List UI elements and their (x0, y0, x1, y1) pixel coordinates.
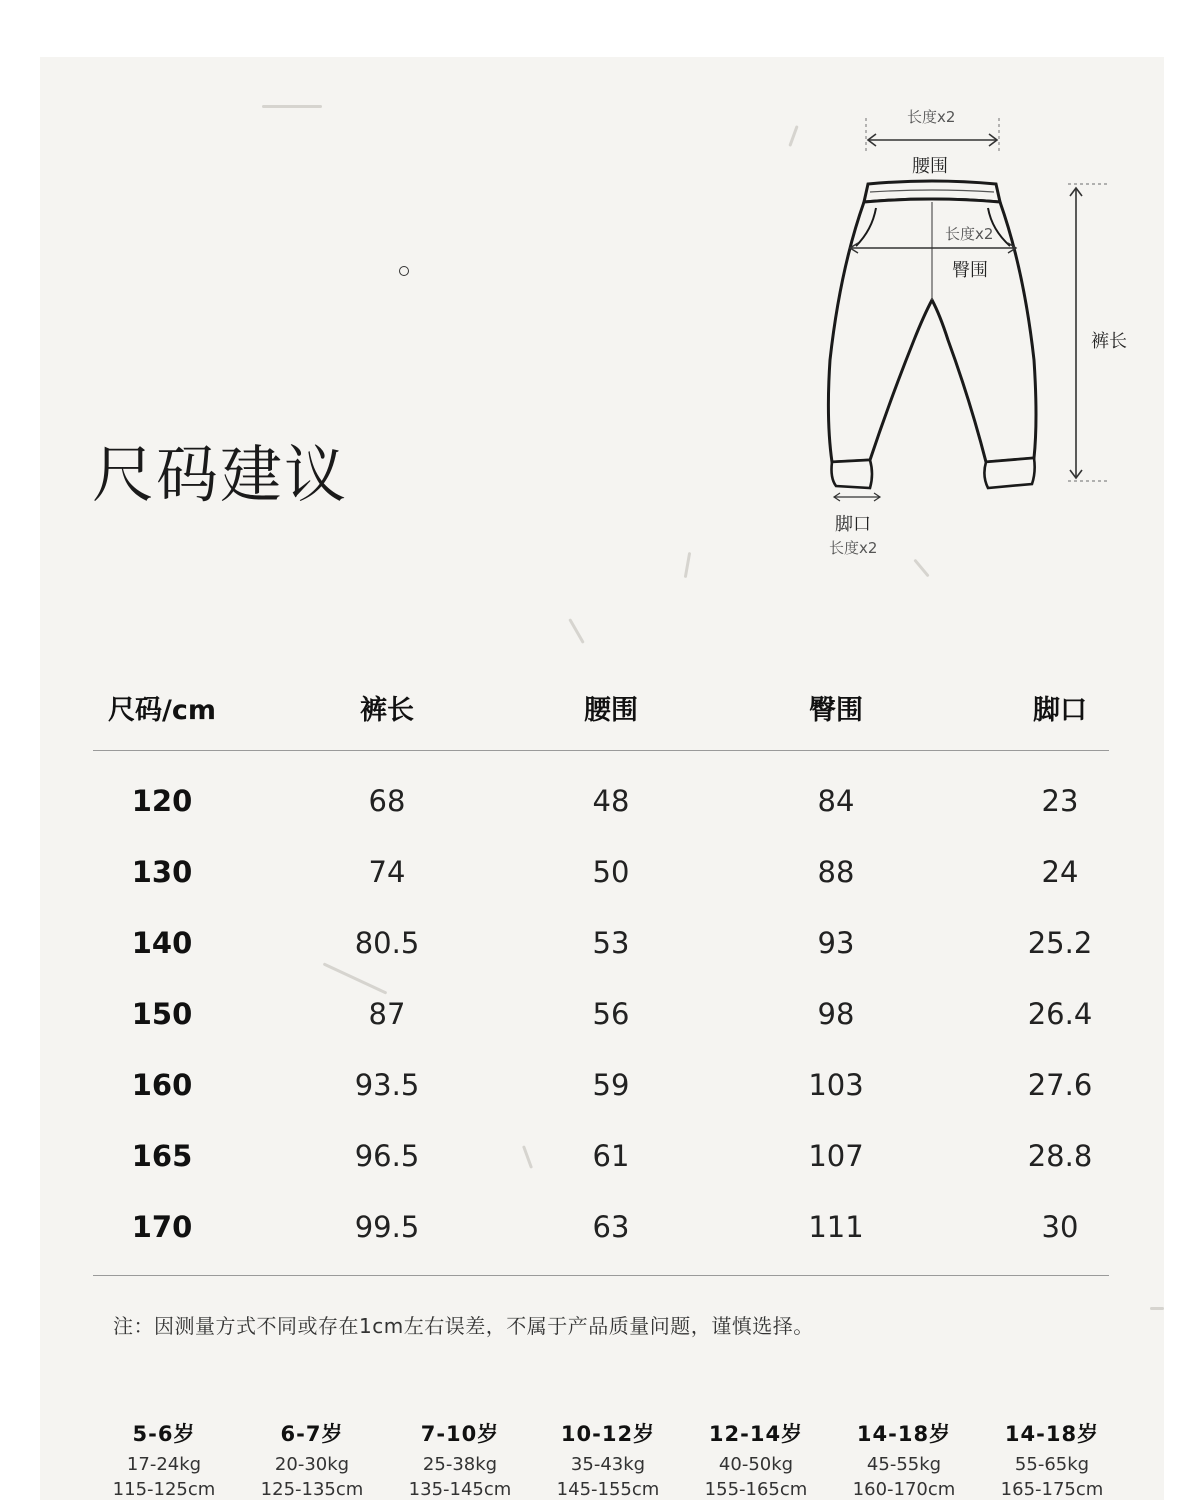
cell-waist: 50 (592, 855, 630, 889)
height-range: 135-145cm (408, 1479, 512, 1500)
cell-cuff: 23 (1041, 784, 1079, 818)
cell-length: 68 (368, 784, 406, 818)
cell-length: 74 (368, 855, 406, 889)
cell-size: 160 (131, 1068, 193, 1102)
cell-cuff: 28.8 (1027, 1139, 1093, 1173)
weight-range: 20-30kg (274, 1454, 350, 1475)
cell-length: 96.5 (354, 1139, 420, 1173)
cell-length: 99.5 (354, 1210, 420, 1244)
weight-range: 45-55kg (866, 1454, 942, 1475)
cell-cuff: 26.4 (1027, 997, 1093, 1031)
weight-range: 25-38kg (422, 1454, 498, 1475)
hip-note: 长度x2 (945, 225, 994, 243)
cell-length: 93.5 (354, 1068, 420, 1102)
weight-range: 40-50kg (718, 1454, 794, 1475)
cell-hip: 103 (808, 1068, 864, 1102)
header-hip: 臀围 (809, 695, 863, 726)
table-row (93, 1068, 1109, 1118)
age-range: 10-12岁 (560, 1422, 656, 1446)
height-range: 160-170cm (852, 1479, 956, 1500)
cell-length: 87 (368, 997, 406, 1031)
age-range: 6-7岁 (280, 1422, 344, 1446)
table-row (93, 1139, 1109, 1189)
cell-waist: 61 (592, 1139, 630, 1173)
header-waist: 腰围 (584, 695, 638, 726)
age-range: 14-18岁 (856, 1422, 952, 1446)
cell-size: 130 (131, 855, 193, 889)
header-cuff: 脚口 (1033, 695, 1087, 726)
cell-cuff: 24 (1041, 855, 1079, 889)
cell-hip: 88 (817, 855, 855, 889)
cell-hip: 98 (817, 997, 855, 1031)
age-group (830, 1418, 978, 1500)
cell-hip: 84 (817, 784, 855, 818)
height-range: 155-165cm (704, 1479, 808, 1500)
age-group (90, 1418, 238, 1500)
table-row (93, 855, 1109, 905)
table-row (93, 997, 1109, 1047)
age-range: 12-14岁 (708, 1422, 804, 1446)
measurement-note: 注：因测量方式不同或存在1cm左右误差，不属于产品质量问题，谨慎选择。 (113, 1314, 814, 1338)
circle-mark (399, 266, 409, 276)
cell-hip: 93 (817, 926, 855, 960)
height-range: 145-155cm (556, 1479, 660, 1500)
cell-waist: 53 (592, 926, 630, 960)
cell-cuff: 27.6 (1027, 1068, 1093, 1102)
cell-waist: 56 (592, 997, 630, 1031)
cell-length: 80.5 (354, 926, 420, 960)
age-group (978, 1418, 1126, 1500)
age-group (238, 1418, 386, 1500)
header-length: 裤长 (360, 695, 414, 726)
age-group (682, 1418, 830, 1500)
cell-size: 120 (131, 784, 193, 818)
pants-diagram (810, 100, 1150, 570)
cell-size: 165 (131, 1139, 193, 1173)
age-range: 14-18岁 (1004, 1422, 1100, 1446)
header-size: 尺码/cm (108, 695, 216, 726)
size-table (93, 680, 1109, 1276)
cell-hip: 111 (808, 1210, 864, 1244)
table-row (93, 784, 1109, 834)
page-title: 尺码建议 (92, 438, 349, 511)
height-range: 125-135cm (260, 1479, 364, 1500)
cell-waist: 59 (592, 1068, 630, 1102)
table-body (93, 751, 1109, 1276)
weight-range: 55-65kg (1014, 1454, 1090, 1475)
cell-waist: 63 (592, 1210, 630, 1244)
cell-size: 150 (131, 997, 193, 1031)
age-group (534, 1418, 682, 1500)
table-row (93, 1210, 1109, 1260)
cell-size: 170 (131, 1210, 193, 1244)
table-row (93, 926, 1109, 976)
weight-range: 17-24kg (126, 1454, 202, 1475)
cuff-note: 长度x2 (829, 539, 878, 557)
length-label: 裤长 (1091, 331, 1127, 352)
cell-waist: 48 (592, 784, 630, 818)
cell-cuff: 30 (1041, 1210, 1079, 1244)
height-range: 115-125cm (112, 1479, 216, 1500)
waist-note: 长度x2 (907, 108, 956, 126)
age-range: 7-10岁 (420, 1422, 500, 1446)
cuff-label: 脚口 (835, 514, 871, 535)
cell-cuff: 25.2 (1027, 926, 1093, 960)
cell-hip: 107 (808, 1139, 864, 1173)
weight-range: 35-43kg (570, 1454, 646, 1475)
cell-size: 140 (131, 926, 193, 960)
age-group (386, 1418, 534, 1500)
height-range: 165-175cm (1000, 1479, 1104, 1500)
age-range: 5-6岁 (132, 1422, 196, 1446)
hip-label: 臀围 (952, 260, 988, 281)
waist-label: 腰围 (912, 156, 948, 177)
table-header (93, 680, 1109, 751)
